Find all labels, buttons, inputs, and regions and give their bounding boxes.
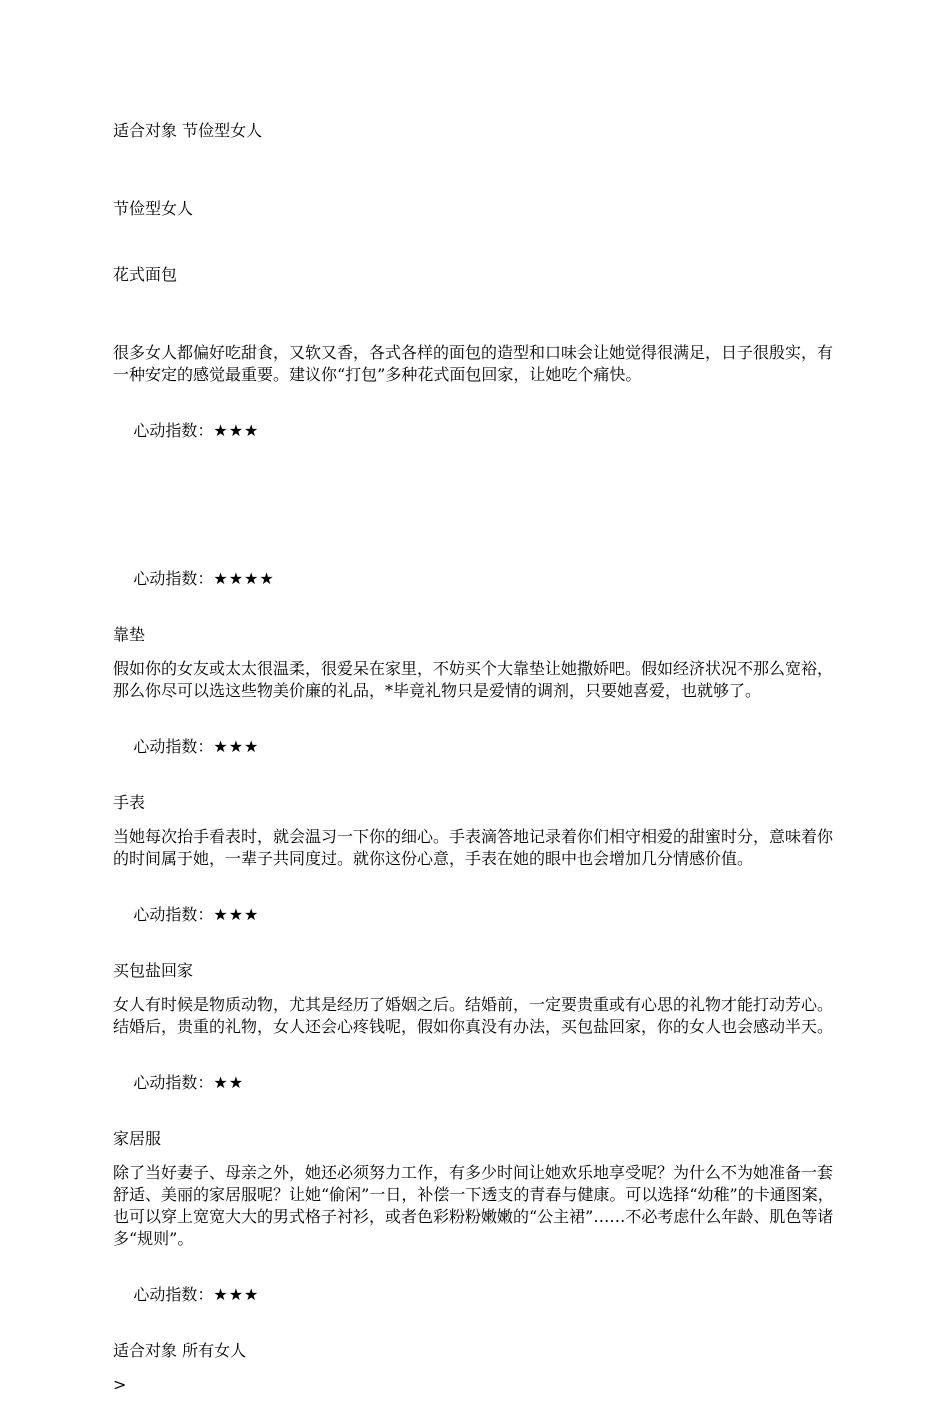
watch-paragraph: 当她每次抬手看表时，就会温习一下你的细心。手表滴答地记录着你们相守相爱的甜蜜时分，意味着你的时间属于她，一辈子共同度过。就你这份心意，手表在她的眼中也会增加几分情感价值。 xyxy=(113,827,834,868)
star-rating-icon: ★★★★ xyxy=(213,569,275,588)
homewear-title: 家居服 xyxy=(113,1129,162,1148)
rating-four-stars xyxy=(113,546,843,612)
bread-rating xyxy=(113,398,843,464)
section-heading-all: 适合对象 所有女人 xyxy=(113,1341,247,1360)
frugal-intro-line1: 节俭型女人 xyxy=(113,199,194,218)
star-rating-icon: ★★★ xyxy=(213,905,260,924)
star-rating-icon: ★★ xyxy=(213,1073,245,1092)
watch-rating xyxy=(113,882,843,948)
rating-label: 心动指数： xyxy=(133,569,214,588)
rating-label: 心动指数： xyxy=(133,1073,214,1092)
document-body xyxy=(113,120,843,1408)
cushion-rating xyxy=(113,714,843,780)
star-rating-icon: ★★★ xyxy=(213,737,260,756)
section-heading-frugal: 适合对象 节俭型女人 xyxy=(113,121,263,140)
rating-label: 心动指数： xyxy=(133,905,214,924)
blank-gap xyxy=(113,476,843,546)
star-rating-icon: ★★★ xyxy=(213,1285,260,1304)
cushion-paragraph: 假如你的女友或太太很温柔，很爱呆在家里，不妨买个大靠垫让她撒娇吧。假如经济状况不那么宽裕，那么你尽可以选这些物美价廉的礼品，*毕竟礼物只是爱情的调剂，只要她喜爱，也就够了。 xyxy=(113,659,834,700)
next-marker: > xyxy=(113,1375,127,1394)
cushion-title: 靠垫 xyxy=(113,625,146,644)
homewear-paragraph: 除了当好妻子、母亲之外，她还必须努力工作，有多少时间让她欢乐地享受呢？为什么不为她准备一套舒适、美丽的家居服呢？让她“偷闲”一日，补偿一下透支的青春与健康。可以选择“幼稚”的卡通图案，也可以穿上宽宽大大的男式格子衬衫，或者色彩粉粉嫩嫩的“公主裙”……不必考虑什么年龄、肌色等诸多“规则”。 xyxy=(113,1163,834,1248)
watch-title: 手表 xyxy=(113,793,146,812)
bread-paragraph: 很多女人都偏好吃甜食，又软又香，各式各样的面包的造型和口味会让她觉得很满足，日子很殷实，有一种安定的感觉最重要。建议你“打包”多种花式面包回家，让她吃个痛快。 xyxy=(113,343,834,384)
homewear-rating xyxy=(113,1262,843,1328)
salt-paragraph: 女人有时候是物质动物，尤其是经历了婚姻之后。结婚前，一定要贵重或有心思的礼物才能打动芳心。结婚后，贵重的礼物，女人还会心疼钱呢，假如你真没有办法，买包盐回家，你的女人也会感动半天。 xyxy=(113,995,834,1036)
salt-rating xyxy=(113,1050,843,1116)
rating-label: 心动指数： xyxy=(133,421,214,440)
frugal-intro-line2: 花式面包 xyxy=(113,265,178,284)
rating-label: 心动指数： xyxy=(133,1285,214,1304)
rating-label: 心动指数： xyxy=(133,737,214,756)
star-rating-icon: ★★★ xyxy=(213,421,260,440)
frugal-intro-block xyxy=(113,154,843,330)
salt-title: 买包盐回家 xyxy=(113,961,194,980)
